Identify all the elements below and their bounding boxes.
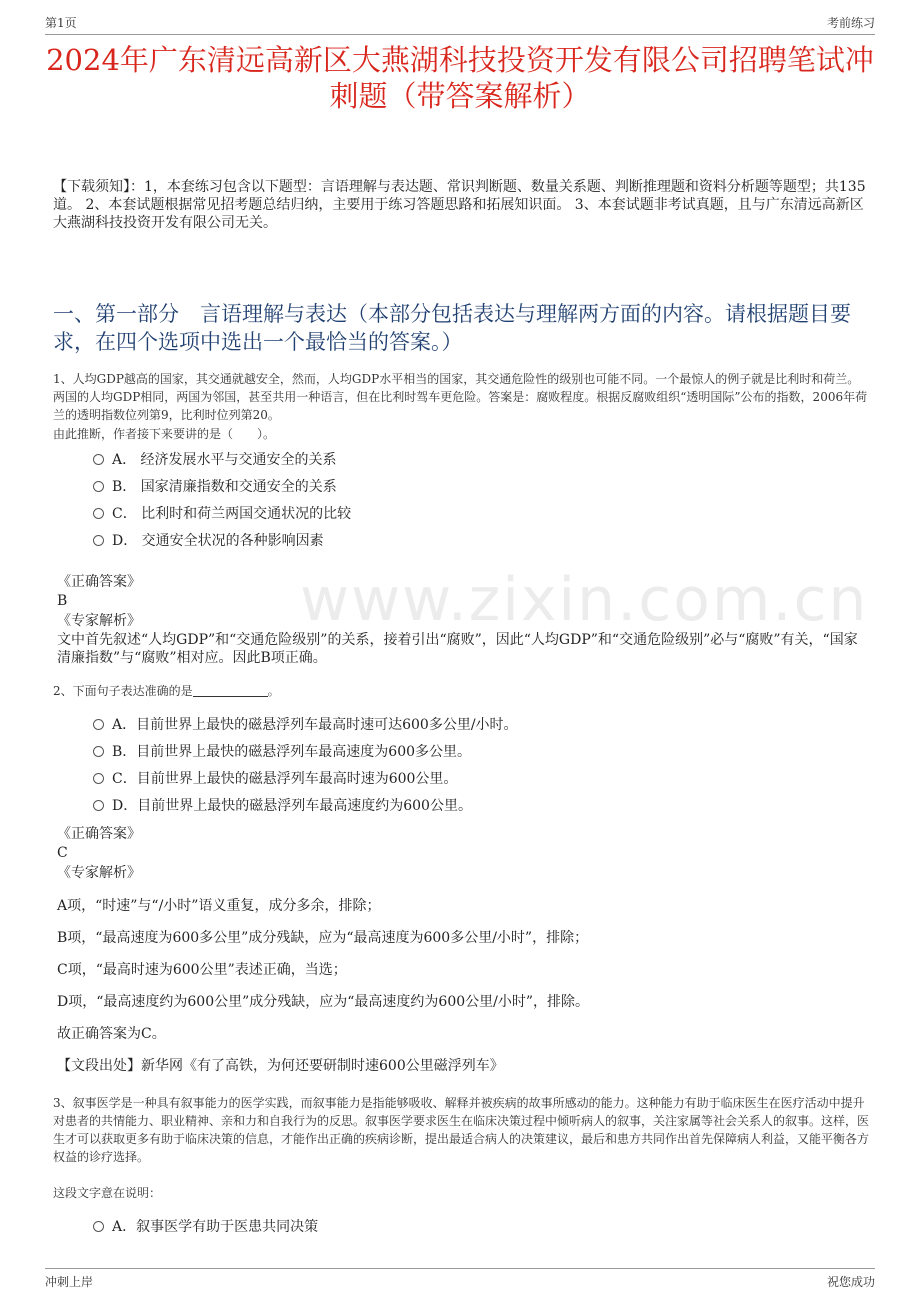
q1-analysis-label: 《专家解析》 (57, 613, 141, 629)
footer-left: 冲刺上岸 (45, 1275, 94, 1289)
radio-icon (93, 719, 104, 730)
radio-icon (93, 746, 104, 757)
q1-option-d[interactable]: D． 交通安全状况的各种影响因素 (93, 532, 324, 550)
q2-analysis-line: C项，“最高时速为600公里”表述正确，当选； (57, 962, 347, 978)
radio-icon (93, 508, 104, 519)
q2-option-b[interactable]: B．目前世界上最快的磁悬浮列车最高速度为600多公里。 (93, 743, 471, 761)
answer-blank (193, 684, 268, 697)
radio-icon (93, 773, 104, 784)
q2-analysis-line: D项，“最高速度约为600公里”成分残缺，应为“最高速度约为600公里/小时”，排除。 (57, 994, 590, 1010)
q1-analysis: 文中首先叙述“人均GDP”和“交通危险级别”的关系，接着引出“腐败”，因此“人均GDP”和“交通危险级别”必与“腐败”有关，“国家清廉指数”与“腐败”相对应。因此B项正确。 (57, 632, 858, 666)
q3-text: 3、叙事医学是一种具有叙事能力的医学实践，而叙事能力是指能够吸收、解释并被疾病的故事所感动的能力。这种能力有助于临床医生在医疗活动中提升对患者的共情能力、职业精神、亲和力和自我行为的反思。叙事医学要求医生在临床决策过程中倾听病人的叙事，关注家属等社会关系人的叙事。这样，医生才可以获取更多有助于临床决策的信息，才能作出正确的疾病诊断，提出最适合病人的决策建议，最后和患方共同作出首先保障病人利益，又能平衡各方权益的诊疗选择。 (53, 1096, 870, 1164)
radio-icon (93, 481, 104, 492)
q2-option-c[interactable]: C．目前世界上最快的磁悬浮列车最高时速为600公里。 (93, 770, 457, 788)
watermark: www.zixin.com.cn (300, 565, 869, 635)
footer-right: 祝您成功 (826, 1275, 875, 1289)
q2-option-a[interactable]: A．目前世界上最快的磁悬浮列车最高时速可达600多公里/小时。 (93, 716, 518, 734)
q3-prompt: 这段文字意在说明： (53, 1186, 162, 1200)
q1-option-a[interactable]: A． 经济发展水平与交通安全的关系 (93, 451, 337, 469)
q2-text: 2、下面句子表达准确的是 。 (53, 684, 280, 698)
q2-source: 【文段出处】新华网《有了高铁，为何还要研制时速600公里磁浮列车》 (57, 1058, 504, 1074)
q1-text: 1、人均GDP越高的国家，其交通就越安全，然而，人均GDP水平相当的国家，其交通危险性的级别也可能不同。一个最惊人的例子就是比利时和荷兰。两国的人均GDP相同，两国为邻国，甚至共用一种语言，但在比利时驾车更危险。答案是：腐败程度。根据反腐败组织“透明国际”公布的指数，2006年荷兰的透明指数位列第9，比利时位列第20。 (53, 372, 868, 422)
q2-answer: C (57, 845, 68, 861)
q2-analysis-line: B项，“最高速度为600多公里”成分残缺，应为“最高速度为600多公里/小时”，排除； (57, 930, 589, 946)
q2-analysis-label: 《专家解析》 (57, 865, 141, 881)
q2-option-d[interactable]: D．目前世界上最快的磁悬浮列车最高速度约为600公里。 (93, 797, 472, 815)
page-header (45, 12, 875, 35)
q1-answer-label: 《正确答案》 (57, 574, 141, 590)
radio-icon (93, 454, 104, 465)
document-title: 2024年广东清远高新区大燕湖科技投资开发有限公司招聘笔试冲刺题（带答案解析） (46, 43, 874, 113)
radio-icon (93, 1221, 104, 1232)
q3-option-a[interactable]: A．叙事医学有助于医患共同决策 (93, 1218, 318, 1236)
radio-icon (93, 535, 104, 546)
q1-option-b[interactable]: B． 国家清廉指数和交通安全的关系 (93, 478, 337, 496)
page-number: 第1页 (45, 16, 77, 30)
q1-option-c[interactable]: C． 比利时和荷兰两国交通状况的比较 (93, 505, 351, 523)
q1-answer: B (57, 593, 68, 609)
header-tag: 考前练习 (826, 16, 875, 30)
q2-analysis-line: A项，“时速”与“/小时”语义重复，成分多余，排除； (57, 898, 381, 914)
section-heading: 一、第一部分 言语理解与表达（本部分包括表达与理解两方面的内容。请根据题目要求，在四个选项中选出一个最恰当的答案。） (53, 302, 851, 354)
radio-icon (93, 800, 104, 811)
q2-analysis-line: 故正确答案为C。 (57, 1026, 166, 1042)
page-footer (45, 1268, 875, 1291)
q1-prompt: 由此推断，作者接下来要讲的是（ ）。 (53, 427, 276, 441)
download-notice: 【下载须知】：1，本套练习包含以下题型：言语理解与表达题、常识判断题、数量关系题、判断推理题和资料分析题等题型；共135道。 2、本套试题根据常见招考题总结归纳，主要用于练习答题思路和拓展知识面。 3、本套试题非考试真题，且与广东清远高新区大燕湖科技投资开发有限公司无关。 (53, 179, 866, 231)
q2-answer-label: 《正确答案》 (57, 826, 141, 842)
